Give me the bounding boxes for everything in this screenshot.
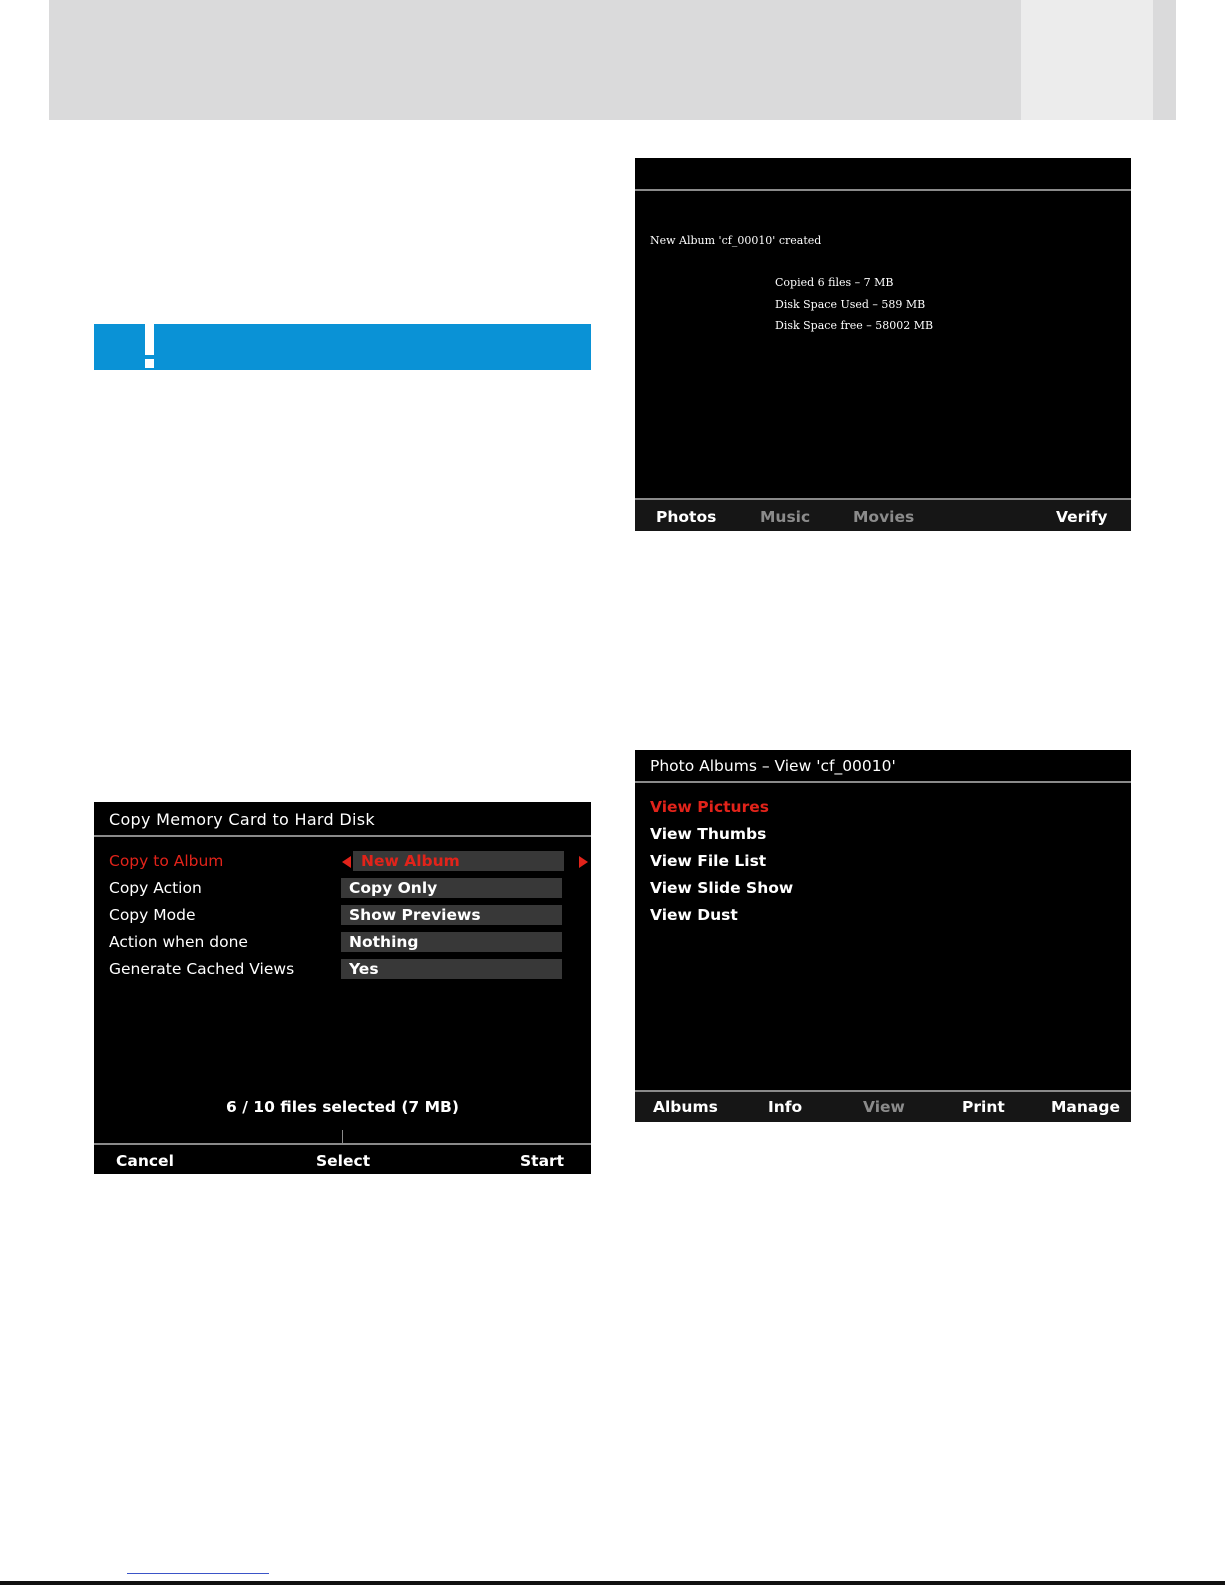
setting-value[interactable]: Copy Only <box>341 878 562 898</box>
stat-copied: Copied 6 files – 7 MB <box>775 276 894 289</box>
tab-music[interactable]: Music <box>760 508 811 526</box>
title-divider <box>635 781 1131 783</box>
select-button[interactable]: Select <box>316 1152 371 1170</box>
start-button[interactable]: Start <box>520 1152 565 1170</box>
menu-item-view-file-list[interactable]: View File List <box>650 852 767 870</box>
title-divider <box>94 835 591 837</box>
setting-label: Action when done <box>109 933 248 951</box>
menu-item-view-slide-show[interactable]: View Slide Show <box>650 879 794 897</box>
setting-copy-mode[interactable] <box>109 905 579 927</box>
setting-label: Copy Action <box>109 879 202 897</box>
footer-rule <box>0 1581 1225 1585</box>
setting-value[interactable]: New Album <box>353 851 564 871</box>
setting-label: Generate Cached Views <box>109 960 295 978</box>
setting-action-when-done[interactable] <box>109 932 579 954</box>
setting-label: Copy Mode <box>109 906 196 924</box>
footer-link-underline <box>127 1573 269 1574</box>
arrow-left-icon[interactable] <box>342 856 351 868</box>
footer-divider <box>94 1143 591 1145</box>
setting-value[interactable]: Yes <box>341 959 562 979</box>
footer-tick <box>342 1130 343 1144</box>
tab-movies[interactable]: Movies <box>853 508 915 526</box>
exclamation-icon <box>143 322 157 370</box>
menu-item-view-dust[interactable]: View Dust <box>650 906 738 924</box>
tab-divider <box>635 1090 1131 1092</box>
setting-value[interactable]: Show Previews <box>341 905 562 925</box>
menu-item-view-thumbs[interactable]: View Thumbs <box>650 825 767 843</box>
cancel-button[interactable]: Cancel <box>116 1152 174 1170</box>
setting-generate-cached-views[interactable] <box>109 959 579 981</box>
setting-label: Copy to Album <box>109 852 224 870</box>
stat-space-used: Disk Space Used – 589 MB <box>775 298 926 311</box>
verify-button[interactable]: Verify <box>1056 508 1108 526</box>
header-tab <box>1021 0 1153 120</box>
screen-title: Copy Memory Card to Hard Disk <box>109 810 375 829</box>
warning-bar <box>94 324 591 370</box>
arrow-right-icon[interactable] <box>579 856 588 868</box>
title-divider <box>635 189 1131 191</box>
setting-copy-action[interactable] <box>109 878 579 900</box>
tab-divider <box>635 498 1131 500</box>
stat-space-free: Disk Space free – 58002 MB <box>775 319 934 332</box>
tab-view[interactable]: View <box>863 1098 905 1116</box>
tab-photos[interactable]: Photos <box>656 508 717 526</box>
album-created-message: New Album 'cf_00010' created <box>650 234 822 247</box>
copy-memory-card-screen <box>94 802 591 1174</box>
header-band <box>49 0 1176 120</box>
setting-value[interactable]: Nothing <box>341 932 562 952</box>
setting-copy-to-album[interactable] <box>109 851 579 873</box>
tab-albums[interactable]: Albums <box>653 1098 718 1116</box>
selection-status: 6 / 10 files selected (7 MB) <box>226 1098 459 1116</box>
screen-title: Photo Albums – View 'cf_00010' <box>650 757 896 775</box>
menu-item-view-pictures[interactable]: View Pictures <box>650 798 769 816</box>
album-created-screen <box>635 158 1131 531</box>
tab-print[interactable]: Print <box>962 1098 1005 1116</box>
tab-manage[interactable]: Manage <box>1051 1098 1120 1116</box>
photo-albums-screen <box>635 750 1131 1122</box>
tab-info[interactable]: Info <box>768 1098 803 1116</box>
